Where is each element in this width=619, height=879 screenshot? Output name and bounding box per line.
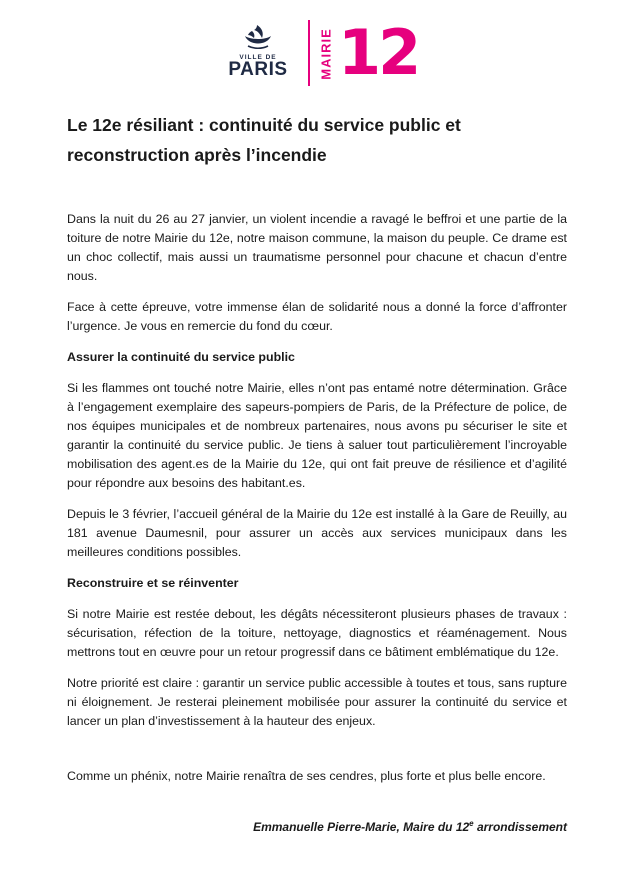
mairie-text: MAIRIE	[318, 28, 334, 80]
letter-body	[67, 210, 567, 798]
mairie-label	[318, 24, 334, 84]
signature-name: Emmanuelle Pierre-Marie, Maire du 12	[253, 820, 470, 834]
closing-paragraph: Comme un phénix, notre Mairie renaîtra de ses cendres, plus forte et plus belle encore.	[67, 769, 546, 783]
intro-paragraph-2: Face à cette épreuve, votre immense élan de solidarité nous a donné la force d’affronter l’urgence. Je vous en remercie du fond du cœur.	[67, 300, 567, 333]
page-header	[0, 18, 619, 90]
service-public-paragraph-1: Si les flammes ont touché notre Mairie, elles n’ont pas entamé notre détermination. Grâce à l’engagement exemplaire des sapeurs-pompiers de Paris, de la Préfecture de police, de nos équipes municipales et de nombreux partenaires, nous avons pu sécuriser le site et garantir la continuité du service public. Je tiens à saluer tout particulièrement l’incroyable mobilisation des agent.es de la Mairie du 12e, qui ont fait preuve de résilience et d’agilité pour répondre aux besoins des habitant.es.	[67, 381, 567, 490]
page-title: Le 12e résiliant : continuité du service public et reconstruction après l’incendie	[67, 115, 461, 165]
logo-divider	[308, 20, 310, 86]
intro-paragraph-1: Dans la nuit du 26 au 27 janvier, un violent incendie a ravagé le beffroi et une partie de la toiture de notre Mairie du 12e, notre maison commune, la maison du peuple. Ce drame est un choc collectif, mais aussi un traumatisme personnel pour chacune et chacun d’entre nous.	[67, 212, 567, 283]
paris-text: PARIS	[228, 59, 288, 80]
arrondissement-number: 12	[338, 16, 419, 89]
ville-de-text: VILLE DE	[239, 54, 277, 61]
signature	[253, 818, 567, 836]
signature-suffix: arrondissement	[473, 820, 567, 834]
section-heading-service-public: Assurer la continuité du service public	[67, 350, 295, 364]
section-heading-reconstruire: Reconstruire et se réinventer	[67, 576, 239, 590]
signature-superscript: e	[469, 819, 474, 828]
reconstruire-paragraph-1: Si notre Mairie est restée debout, les dégâts nécessiteront plusieurs phases de travaux : sécurisation, réfection de la toiture, nettoyage, diagnostics et réaménagement. Nous mettrons tout en œuvre pour un retour progressif dans ce bâtiment emblématique du 12e.	[67, 607, 567, 659]
service-public-paragraph-2: Depuis le 3 février, l’accueil général de la Mairie du 12e est installé à la Gare de Reuilly, au 181 avenue Daumesnil, pour assurer un accès aux services municipaux dans les meilleures conditions possibles.	[67, 507, 567, 559]
reconstruire-paragraph-2: Notre priorité est claire : garantir un service public accessible à toutes et tous, sans rupture ni éloignement. Je resterai pleinement mobilisée pour assurer la continuité du service et lancer un plan d’investissement à la hauteur des enjeux.	[67, 676, 567, 728]
ville-de-paris-logo	[222, 18, 294, 90]
ship-emblem-icon	[241, 22, 275, 52]
